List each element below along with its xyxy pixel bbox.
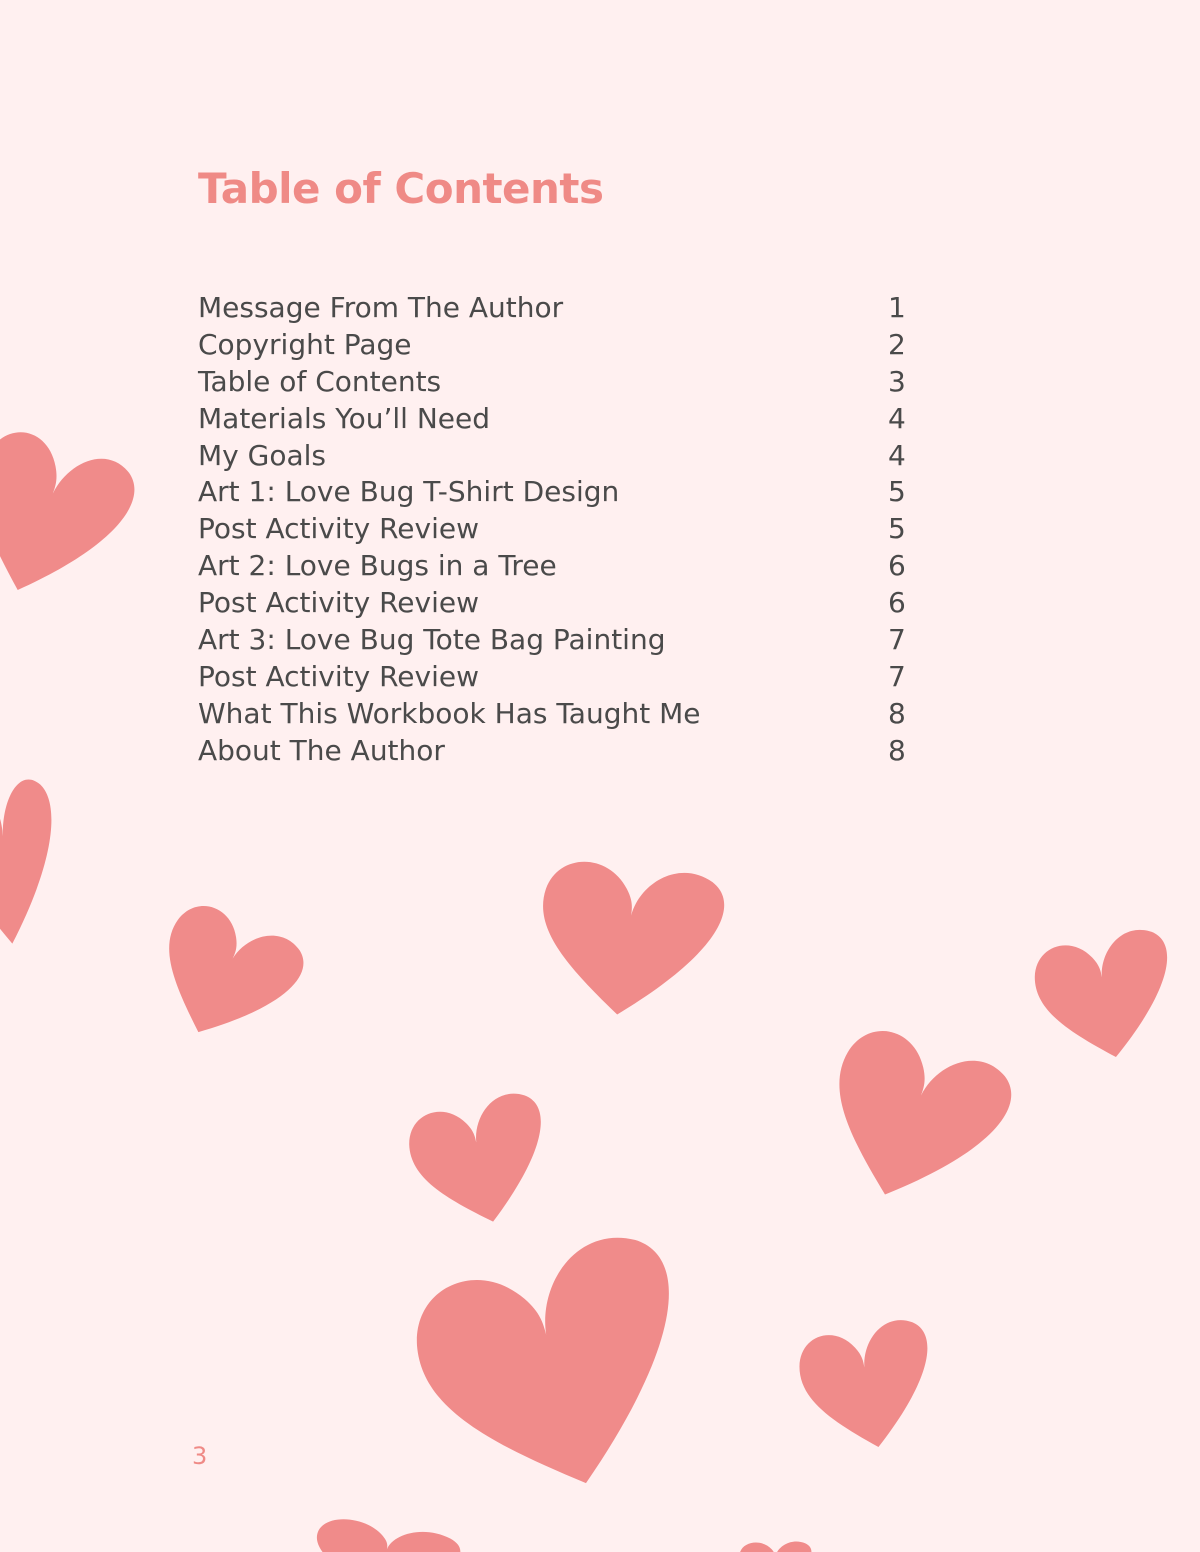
toc-entry (198, 696, 928, 733)
toc-entry-page: 1 (888, 291, 906, 324)
toc-entry-label: Post Activity Review (198, 586, 479, 620)
toc-entry (198, 327, 928, 364)
toc-entry-label: My Goals (198, 438, 326, 472)
toc-entry-page: 7 (888, 623, 906, 657)
toc-entry-label: About The Author (198, 733, 445, 767)
toc-entry-page: 2 (888, 327, 906, 361)
toc-entry-page: 7 (888, 659, 906, 693)
toc-entry-page: 4 (888, 438, 906, 472)
toc-entry (198, 548, 928, 585)
toc-entry (198, 438, 928, 475)
toc-entry-label: Art 1: Love Bug T-Shirt Design (198, 475, 620, 509)
page-number: 3 (192, 1442, 208, 1470)
toc-entry (198, 474, 928, 511)
toc-entry-page: 3 (888, 364, 906, 398)
page-title: Table of Contents (198, 164, 604, 213)
toc-entry-label: Post Activity Review (198, 512, 479, 546)
toc-entry-label: What This Workbook Has Taught Me (198, 696, 701, 730)
toc-entry (198, 733, 928, 770)
heart-icon (735, 1535, 815, 1552)
heart-icon (516, 832, 740, 1043)
toc-entry-page: 8 (888, 733, 906, 767)
toc-entry-page: 8 (888, 696, 906, 730)
toc-entry-label: Post Activity Review (198, 659, 479, 693)
toc-entry-label: Art 2: Love Bugs in a Tree (198, 549, 557, 583)
table-of-contents (198, 290, 928, 770)
toc-entry (198, 622, 928, 659)
toc-entry-label: Table of Contents (198, 364, 442, 398)
heart-icon (1018, 908, 1192, 1082)
heart-icon (790, 993, 1035, 1241)
toc-entry-page: 5 (888, 512, 906, 546)
toc-entry (198, 290, 928, 327)
heart-icon (783, 1299, 952, 1472)
toc-entry-page: 4 (888, 401, 906, 435)
heart-icon (0, 397, 157, 634)
toc-entry-label: Art 3: Love Bug Tote Bag Painting (198, 623, 666, 657)
heart-icon (0, 756, 69, 965)
toc-entry-label: Message From The Author (198, 291, 564, 324)
toc-entry (198, 511, 928, 548)
toc-entry (198, 401, 928, 438)
toc-entry-label: Materials You’ll Need (198, 401, 491, 435)
toc-entry-page: 5 (888, 475, 906, 509)
heart-icon (125, 875, 324, 1074)
toc-entry (198, 364, 928, 401)
toc-entry (198, 659, 928, 696)
toc-entry (198, 585, 928, 622)
toc-entry-page: 6 (888, 549, 906, 583)
toc-entry-label: Copyright Page (198, 327, 412, 361)
toc-entry-page: 6 (888, 586, 906, 620)
